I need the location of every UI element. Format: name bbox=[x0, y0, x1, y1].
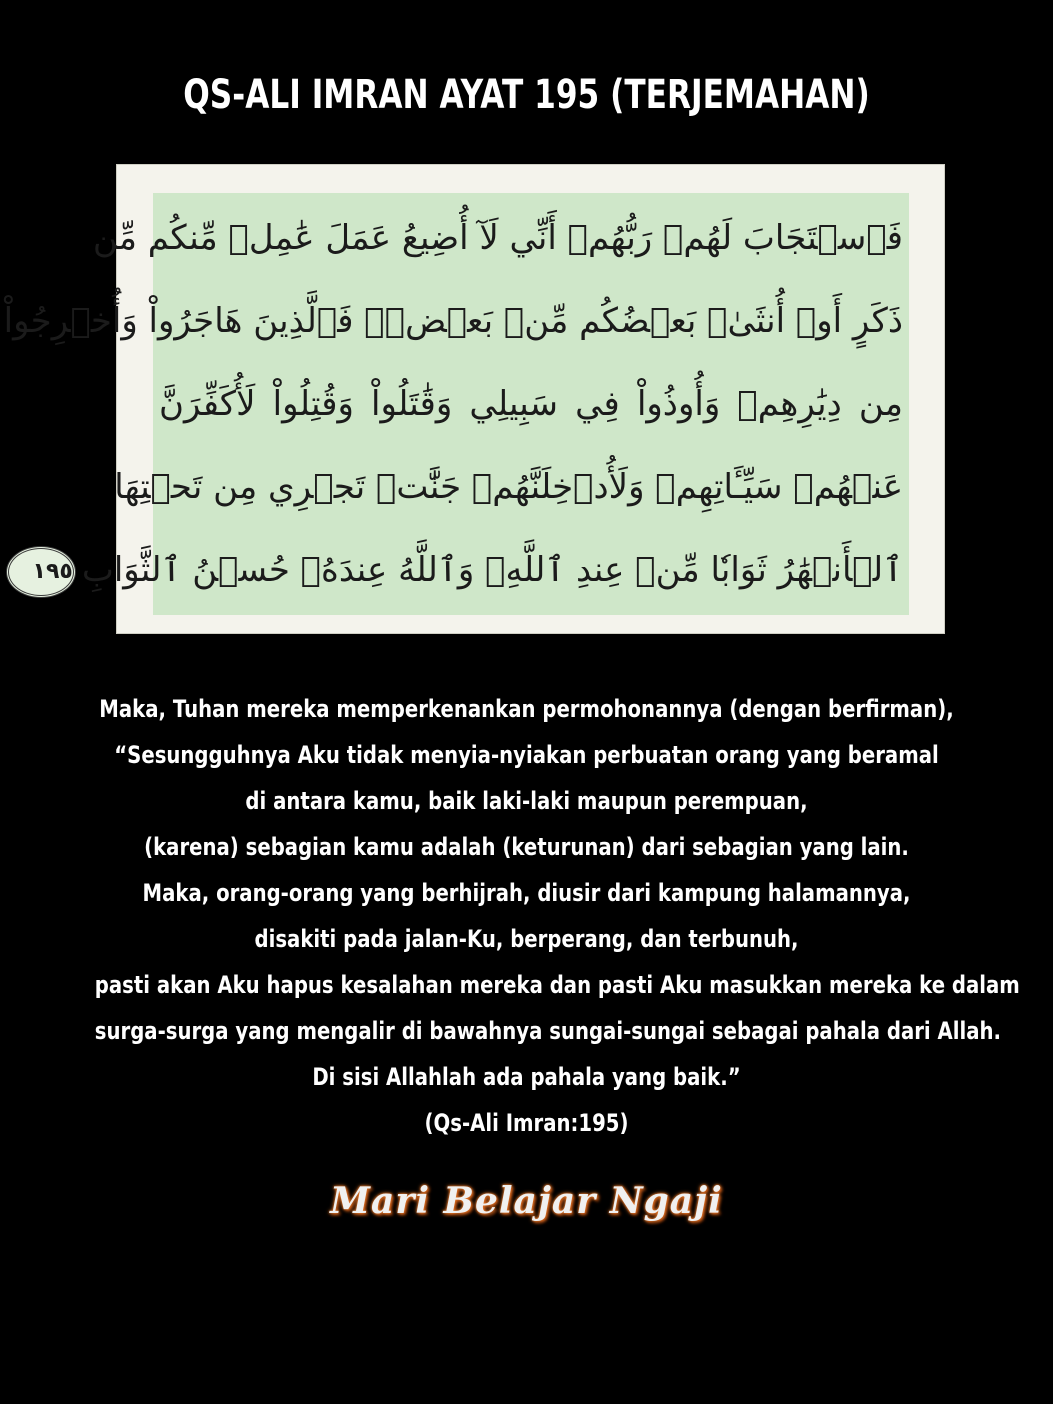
ayah-line-5 bbox=[32, 529, 903, 612]
translation-reference: (Qs-Ali Imran:195) bbox=[424, 1109, 629, 1137]
mushaf-page-image bbox=[3, 164, 945, 634]
translation-line-5: Maka, orang-orang yang berhijrah, diusir dari kampung halamannya, bbox=[142, 879, 911, 907]
translation-line-7: pasti akan Aku hapus kesalahan mereka dan pasti Aku masukkan mereka ke dalam bbox=[94, 971, 1020, 999]
ayah-line-2: ذَكَرٍ أَوۡ أُنثَىٰۖ بَعۡضُكُم مِّنۢ بَعۡضٖۖ فَٱلَّذِينَ هَاجَرُواْ وَأُخۡرِجُواْ bbox=[3, 301, 903, 341]
translation-line-8: surga-surga yang mengalir di bawahnya sungai-sungai sebagai pahala dari Allah. bbox=[94, 1017, 1002, 1045]
mushaf-verse-panel bbox=[3, 193, 909, 615]
ayah-number-marker: ١٩٥ bbox=[6, 546, 76, 598]
translation-line-2: “Sesungguhnya Aku tidak menyia-nyiakan perbuatan orang yang beramal bbox=[114, 741, 939, 769]
ayah-line-4: عَنۡهُمۡ سَيِّـَٔاتِهِمۡ وَلَأُدۡخِلَنَّهُمۡ جَنَّٰتٖ تَجۡرِي مِن تَحۡتِهَا bbox=[114, 467, 903, 507]
ayah-line-5-text: ٱلۡأَنۡهَٰرُ ثَوَابٗا مِّنۡ عِندِ ٱللَّهِۚ وَٱللَّهُ عِندَهُۥ حُسۡنُ ٱلثَّوَابِ bbox=[81, 550, 903, 590]
translation-line-9: Di sisi Allahlah ada pahala yang baik.” bbox=[312, 1063, 741, 1091]
page-title: QS-ALI IMRAN AYAT 195 (TERJEMAHAN) bbox=[183, 72, 870, 118]
ayah-line-1: فَٱسۡتَجَابَ لَهُمۡ رَبُّهُمۡ أَنِّي لَآ أُضِيعُ عَمَلَ عَٰمِلٖ مِّنكُم مِّن bbox=[92, 218, 903, 258]
translation-line-4: (karena) sebagian kamu adalah (keturunan) dari sebagian yang lain. bbox=[144, 833, 909, 861]
signature-watermark: Mari Belajar Ngaji bbox=[330, 1180, 723, 1222]
translation-block bbox=[0, 686, 1053, 1146]
ayah-line-3: مِن دِيَٰرِهِمۡ وَأُوذُواْ فِي سَبِيلِي وَقَٰتَلُواْ وَقُتِلُواْ لَأُكَفِّرَنَّ bbox=[159, 384, 903, 424]
translation-line-3: di antara kamu, baik laki-laki maupun perempuan, bbox=[245, 787, 808, 815]
translation-line-1: Maka, Tuhan mereka memperkenankan permohonannya (dengan berfirman), bbox=[99, 695, 954, 723]
translation-line-6: disakiti pada jalan-Ku, berperang, dan terbunuh, bbox=[254, 925, 799, 953]
